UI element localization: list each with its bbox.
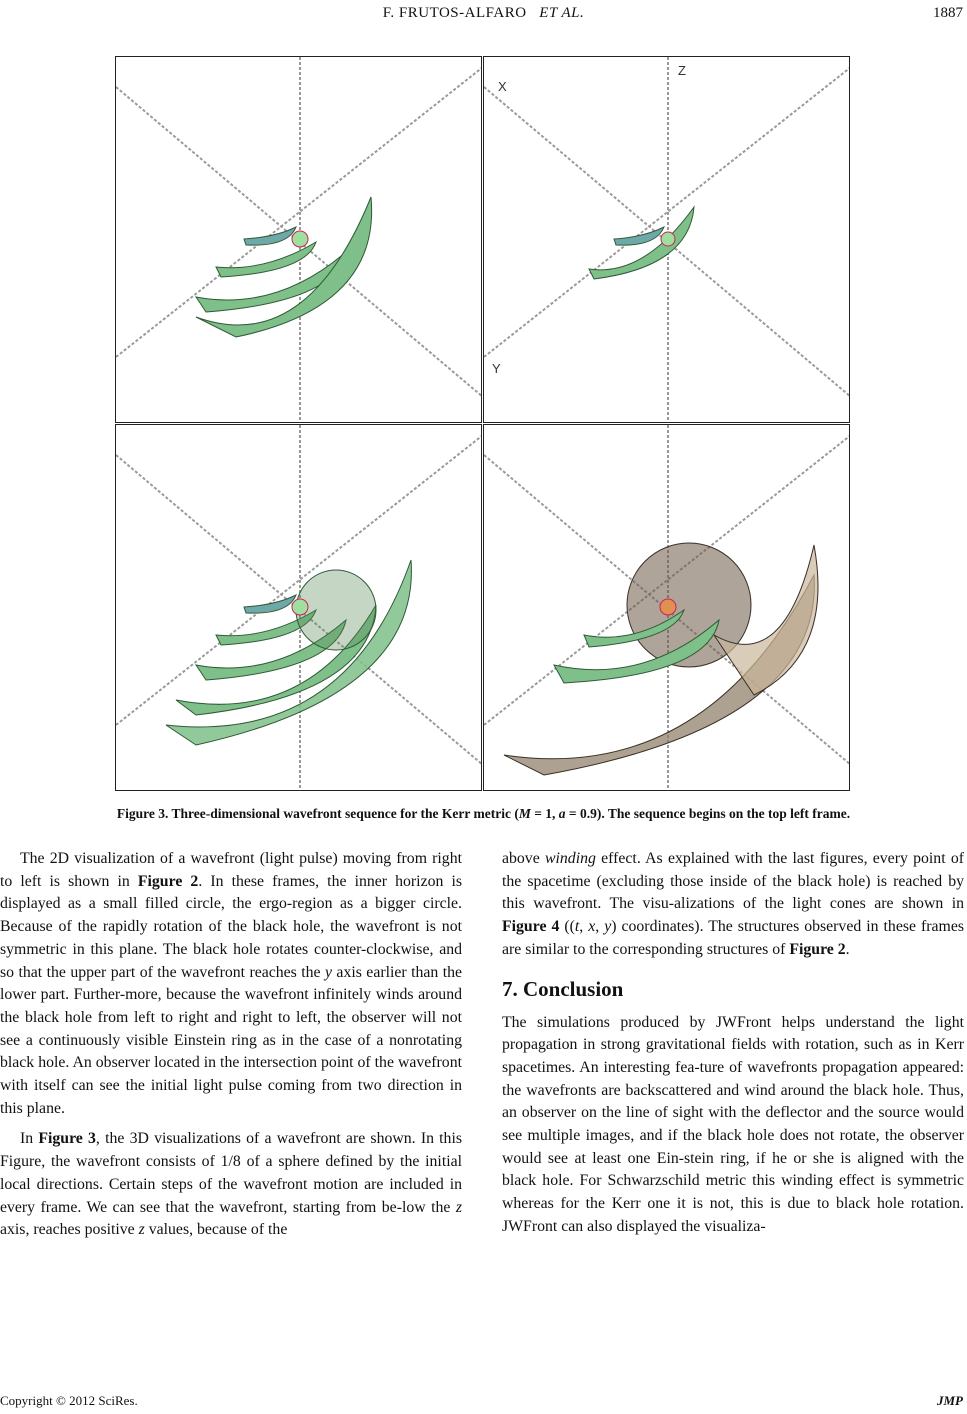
- p3-text-g: .: [845, 940, 850, 958]
- p3-text-b: effect. As explained with the last figures, every point of the spacetime (excluding those inside of the black hole) is reached by this wavefront. The visu-alizations of the light cones are shown in: [502, 850, 964, 913]
- p2-var-z1: z: [455, 1198, 462, 1216]
- p3-text-e: ,: [595, 918, 605, 936]
- authors-name: F. FRUTOS-ALFARO: [382, 5, 527, 21]
- wavefront-render-bottom-left: [116, 425, 482, 791]
- p3-text-f: ) coordinates). The structures observed in these frames are similar to the corresponding structures of: [502, 918, 964, 958]
- p3-var-x: x: [588, 918, 596, 936]
- p2-var-z2: z: [138, 1221, 145, 1239]
- p2-text-d: values, because of the: [144, 1221, 288, 1239]
- caption-text-2: = 1,: [530, 806, 559, 821]
- axis-label-y: Y: [492, 361, 501, 376]
- p3-text-c: ((: [559, 918, 575, 936]
- paragraph-1: [0, 848, 462, 1120]
- left-column: [0, 848, 462, 1242]
- p2-text-a: In: [20, 1130, 39, 1148]
- figure-panel-bottom-right: [483, 424, 850, 791]
- p1-var-y: y: [324, 963, 332, 981]
- authors-etal: ET AL.: [539, 5, 585, 21]
- figure-panel-top-left: [115, 56, 482, 423]
- figure-panel-top-right: [483, 56, 850, 423]
- wavefront-render-top-left: [116, 57, 482, 423]
- p1-text-b: . In these frames, the inner horizon is displayed as a small filled circle, the ergo-region as a bigger circle. Because of the rapidly rotation of the black hole, the wavefront is not symmetric in this plane. The black hole rotates counter-clockwise, and so that the upper part of the wavefront reaches the: [0, 872, 462, 981]
- running-head-authors: [0, 5, 967, 22]
- journal-abbrev: JMP: [937, 1393, 963, 1408]
- figure-3-ref: Figure 3: [38, 1130, 96, 1148]
- wavefront-render-bottom-right: [484, 425, 850, 791]
- figure-caption: [0, 806, 967, 822]
- page-number: 1887: [933, 5, 963, 21]
- paragraph-2: [0, 1128, 462, 1242]
- p1-text-a: The 2D visualization of a wavefront (light pulse) moving from right to left is shown in: [0, 850, 462, 890]
- figure-2-ref-b: Figure 2: [789, 940, 846, 958]
- caption-label: Figure 3.: [116, 806, 169, 821]
- copyright-notice: Copyright © 2012 SciRes.: [0, 1393, 138, 1408]
- paragraph-3: [502, 848, 964, 962]
- p3-var-t: t: [574, 918, 580, 936]
- p3-var-y: y: [604, 918, 612, 936]
- p3-text-a: above: [502, 850, 545, 867]
- running-head: [0, 5, 967, 25]
- figure-3-grid: [115, 56, 851, 791]
- caption-text-3: = 0.9). The sequence begins on the top left frame.: [565, 806, 851, 821]
- axis-label-x: X: [498, 79, 507, 94]
- axis-label-z: Z: [678, 63, 686, 78]
- p3-text-d: ,: [579, 918, 589, 936]
- caption-m: M: [518, 806, 531, 821]
- p1-text-c: axis earlier than the lower part. Further-more, because the wavefront infinitely winds around the black hole from left to right and right to left, the observer will not see a continuously visible Einstein ring as in the case of a nonrotating black hole. An observer located in the intersection point of the wavefront with itself can see the initial light pulse coming from two direction in this plane.: [0, 963, 462, 1117]
- p3-winding: winding: [544, 850, 596, 867]
- figure-panel-bottom-left: [115, 424, 482, 791]
- p2-text-b: , the 3D visualizations of a wavefront are shown. In this Figure, the wavefront consists of 1/8 of a sphere defined by the initial local directions. Certain steps of the wavefront motion are included in every frame. We can see that the wavefront, starting from be-low the: [0, 1130, 462, 1216]
- caption-a: a: [558, 806, 566, 821]
- paragraph-4: The simulations produced by JWFront helps understand the light propagation in strong gravitational fields with rotation, such as in Kerr spacetimes. An interesting fea-ture of wavefronts propagation appeared: the wavefronts are backscattered and wind around the black hole. Thus, an observer on the line of sight with the deflector and the source would see multiple images, and if the black hole does not rotate, the observer would see at least one Ein-stein ring, if he or she is aligned with the black hole. For Schwarzschild metric this winding effect is symmetric whereas for the Kerr one it is not, this is due to black hole rotation. JWFront can also displayed the visualiza-: [502, 1013, 964, 1235]
- section-title-conclusion: 7. Conclusion: [502, 976, 624, 1001]
- figure-4-ref: Figure 4: [502, 918, 560, 936]
- wavefront-render-top-right: [484, 57, 850, 423]
- figure-2-ref: Figure 2: [137, 872, 199, 890]
- caption-text-1: Three-dimensional wavefront sequence for the Kerr metric (: [168, 806, 519, 821]
- right-column: [502, 848, 964, 1239]
- p2-text-c: axis, reaches positive: [0, 1221, 139, 1239]
